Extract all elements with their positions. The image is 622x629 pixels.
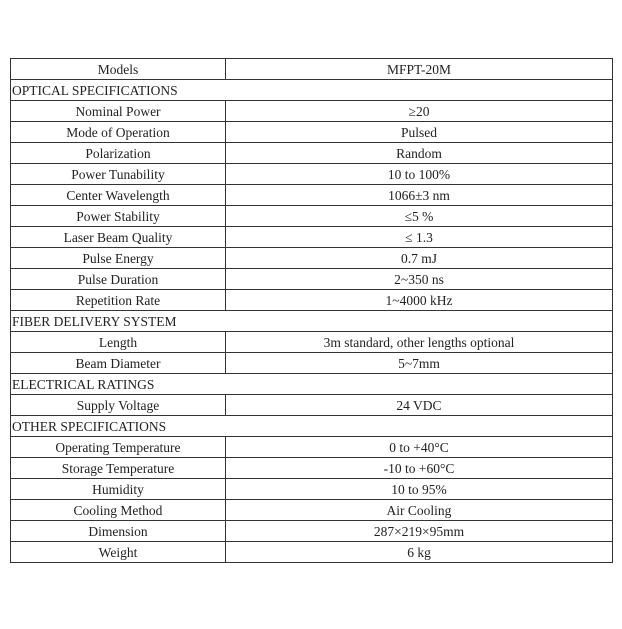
row-label: Operating Temperature [11, 437, 226, 458]
table-row [11, 227, 613, 248]
row-label: Weight [11, 542, 226, 563]
section-title: FIBER DELIVERY SYSTEM [11, 311, 613, 332]
row-value: 1~4000 kHz [226, 290, 613, 311]
row-label: Beam Diameter [11, 353, 226, 374]
table-row [11, 353, 613, 374]
section-header-optical [11, 80, 613, 101]
table-row [11, 332, 613, 353]
row-value: 24 VDC [226, 395, 613, 416]
row-value: Air Cooling [226, 500, 613, 521]
row-label: Length [11, 332, 226, 353]
table-row [11, 164, 613, 185]
row-value: 5~7mm [226, 353, 613, 374]
row-value: ≤5 % [226, 206, 613, 227]
row-value: 0.7 mJ [226, 248, 613, 269]
table-row [11, 479, 613, 500]
row-value: 10 to 95% [226, 479, 613, 500]
section-title: OPTICAL SPECIFICATIONS [11, 80, 613, 101]
table-row [11, 269, 613, 290]
row-value: 2~350 ns [226, 269, 613, 290]
table-row [11, 500, 613, 521]
table-row [11, 185, 613, 206]
table-row [11, 521, 613, 542]
row-label: Humidity [11, 479, 226, 500]
row-value: 0 to +40°C [226, 437, 613, 458]
section-header-fiber [11, 311, 613, 332]
section-header-electrical [11, 374, 613, 395]
row-label: Storage Temperature [11, 458, 226, 479]
table-row [11, 101, 613, 122]
row-label: Laser Beam Quality [11, 227, 226, 248]
row-label: Nominal Power [11, 101, 226, 122]
table-row [11, 290, 613, 311]
row-label: Repetition Rate [11, 290, 226, 311]
row-label: Mode of Operation [11, 122, 226, 143]
row-value: 10 to 100% [226, 164, 613, 185]
table-row [11, 542, 613, 563]
spec-table [10, 58, 613, 563]
table-row [11, 437, 613, 458]
table-row [11, 248, 613, 269]
table-row [11, 143, 613, 164]
row-label: Supply Voltage [11, 395, 226, 416]
row-label: Power Stability [11, 206, 226, 227]
section-header-other [11, 416, 613, 437]
header-row [11, 59, 613, 80]
row-label: Dimension [11, 521, 226, 542]
row-value: Random [226, 143, 613, 164]
row-label: Cooling Method [11, 500, 226, 521]
model-value: MFPT-20M [226, 59, 613, 80]
table-row [11, 395, 613, 416]
row-value: ≥20 [226, 101, 613, 122]
row-label: Center Wavelength [11, 185, 226, 206]
section-title: ELECTRICAL RATINGS [11, 374, 613, 395]
row-value: -10 to +60°C [226, 458, 613, 479]
row-value: 1066±3 nm [226, 185, 613, 206]
table-row [11, 206, 613, 227]
models-label: Models [11, 59, 226, 80]
row-value: ≤ 1.3 [226, 227, 613, 248]
row-value: 6 kg [226, 542, 613, 563]
row-label: Power Tunability [11, 164, 226, 185]
row-value: 3m standard, other lengths optional [226, 332, 613, 353]
row-value: 287×219×95mm [226, 521, 613, 542]
table-row [11, 458, 613, 479]
row-label: Pulse Energy [11, 248, 226, 269]
row-value: Pulsed [226, 122, 613, 143]
row-label: Polarization [11, 143, 226, 164]
table-row [11, 122, 613, 143]
row-label: Pulse Duration [11, 269, 226, 290]
section-title: OTHER SPECIFICATIONS [11, 416, 613, 437]
